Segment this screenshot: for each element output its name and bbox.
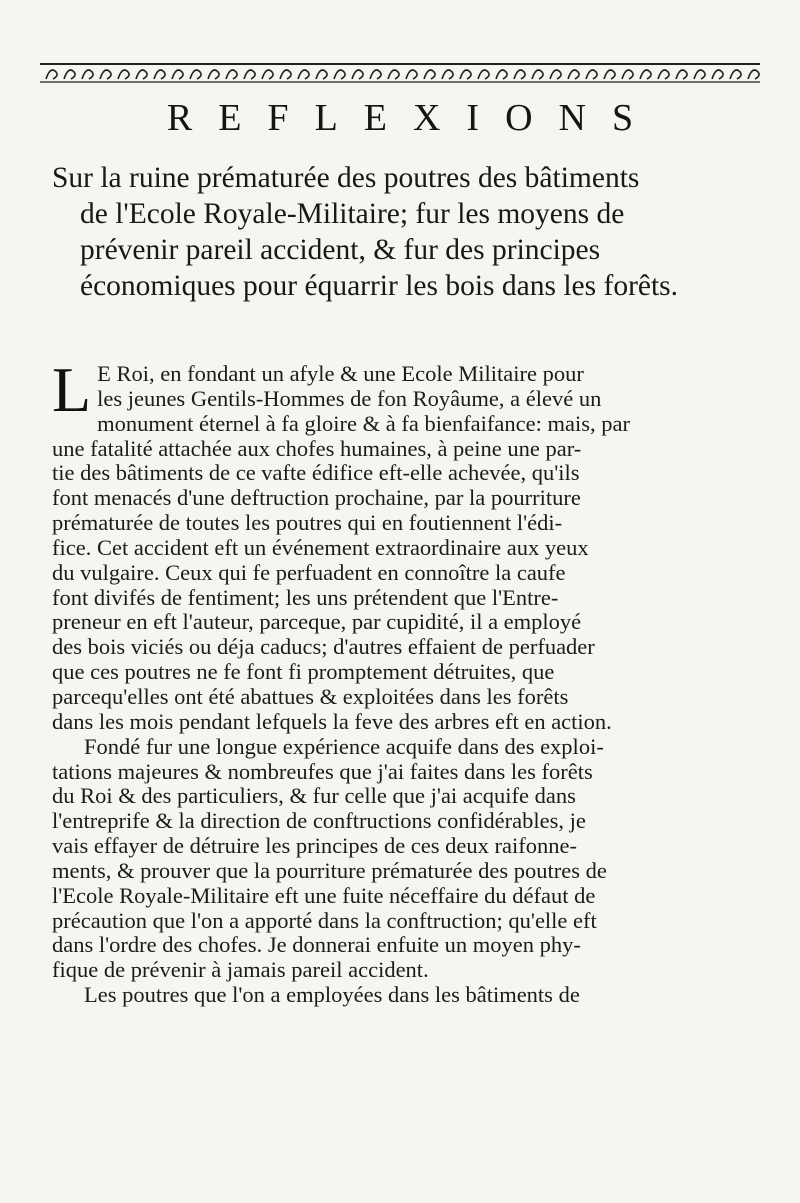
text-line: Les poutres que l'on a employées dans les bâtiments de: [84, 982, 580, 1008]
subtitle-line: Sur la ruine prématurée des poutres des bâtiments: [52, 162, 640, 194]
subtitle-line: de l'Ecole Royale-Militaire; fur les moyens de: [80, 198, 625, 230]
text-line: précaution que l'on a apporté dans la conftruction; qu'elle eft: [52, 907, 597, 933]
paragraph-1-lines: [52, 354, 764, 735]
paragraph-3: [52, 983, 764, 1008]
subtitle-line: économiques pour équarrir les bois dans les forêts.: [80, 270, 679, 302]
text-line: monument éternel à fa gloire & à fa bienfaifance: mais, par: [97, 410, 630, 436]
text-line: vais effayer de détruire les principes de ces deux raifonne-: [52, 833, 577, 859]
drop-cap: L: [52, 354, 92, 425]
text-line: preneur en eft l'auteur, parceque, par cupidité, il a employé: [52, 609, 582, 635]
text-line: tie des bâtiments de ce vafte édifice eft-elle achevée, qu'ils: [52, 460, 580, 486]
text-line: E Roi, en fondant un afyle & une Ecole Militaire pour: [97, 361, 584, 386]
text-line: font divifés de fentiment; les uns prétendent que l'Entre-: [52, 584, 559, 610]
text-line: des bois viciés ou déja caducs; d'autres effaient de perfuader: [52, 634, 595, 660]
body-text: [52, 354, 764, 1008]
text-line: fice. Cet accident eft un événement extraordinaire aux yeux: [52, 534, 589, 560]
text-line: tations majeures & nombreufes que j'ai faites dans les forêts: [52, 758, 593, 784]
text-line: dans les mois pendant lefquels la feve des arbres eft en action.: [52, 708, 612, 734]
paragraph-1: [52, 354, 764, 735]
header-ornament: [40, 60, 760, 86]
text-line: font menacés d'une deftruction prochaine, par la pourriture: [52, 485, 581, 511]
text-line: l'entreprife & la direction de conftructions confidérables, je: [52, 808, 586, 834]
text-line: une fatalité attachée aux chofes humaines, à peine une par-: [52, 435, 582, 461]
ornament-border-icon: [40, 60, 760, 86]
text-line: ments, & prouver que la pourriture prématurée des poutres de: [52, 857, 607, 883]
page-title: REFLEXIONS: [166, 97, 660, 139]
text-line: du Roi & des particuliers, & fur celle que j'ai acquife dans: [52, 783, 576, 809]
subtitle-line: prévenir pareil accident, & fur des principes: [80, 234, 601, 266]
text-line: prématurée de toutes les poutres qui en foutiennent l'édi-: [52, 510, 563, 536]
text-line: Fondé fur une longue expérience acquife dans des exploi-: [84, 733, 604, 759]
text-line: du vulgaire. Ceux qui fe perfuadent en connoître la caufe: [52, 559, 566, 585]
subtitle: [52, 160, 764, 304]
text-line: les jeunes Gentils-Hommes de fon Royâume, a élevé un: [97, 385, 602, 411]
text-line: parcequ'elles ont été abattues & exploitées dans les forêts: [52, 683, 569, 709]
text-line: que ces poutres ne fe font fi promptement détruites, que: [52, 659, 555, 685]
text-line: dans l'ordre des chofes. Je donnerai enfuite un moyen phy-: [52, 932, 581, 958]
text-line: l'Ecole Royale-Militaire eft une fuite néceffaire du défaut de: [52, 882, 596, 908]
text-line: fique de prévenir à jamais pareil accident.: [52, 957, 429, 983]
paragraph-2: [52, 735, 764, 983]
